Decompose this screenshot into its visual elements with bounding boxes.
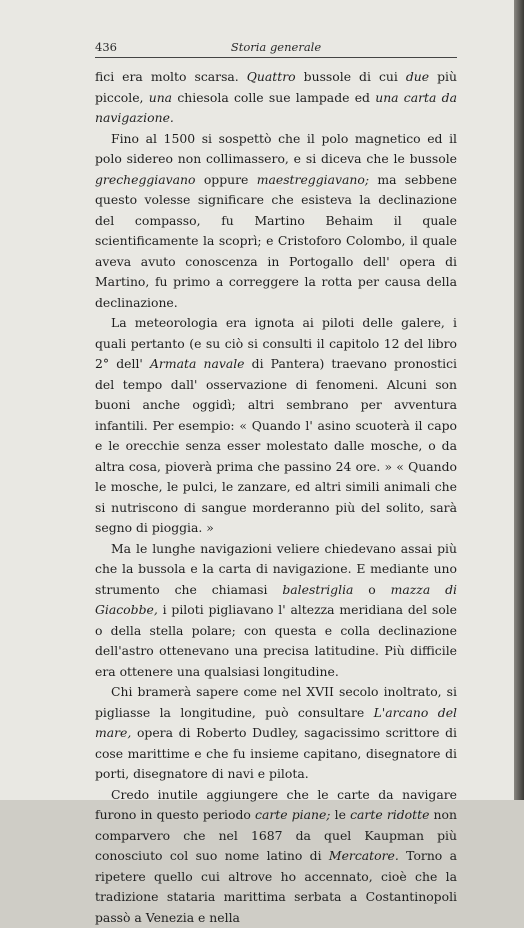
paragraph (95, 313, 457, 539)
italic-text: maestreggiavano; (257, 172, 369, 187)
text-run: opera di Roberto Dudley, sagacissimo scrittore di cose marittime e che fu insieme capitano, disegnatore di porti, disegnatore di navi e pilota. (95, 725, 457, 781)
text-run: le (331, 807, 351, 822)
paragraph (95, 67, 457, 129)
italic-text: balestriglia (282, 582, 353, 597)
text-run: o (353, 582, 390, 597)
body-text (95, 67, 457, 928)
text-run: Fino al 1500 si sospettò che il polo magnetico ed il polo sidereo non collimassero, e si diceva che le bussole (95, 131, 457, 167)
text-run: chiesola colle sue lampade ed (172, 90, 375, 105)
italic-text: L'arcano del mare, (95, 705, 457, 741)
page-number: 436 (95, 40, 117, 54)
text-run: fici era molto scarsa. (95, 69, 247, 84)
text-run: più piccole, (95, 69, 457, 105)
italic-text: carte ridotte (350, 807, 429, 822)
running-title: Storia generale (95, 40, 457, 54)
italic-text: grecheggiavano (95, 172, 195, 187)
text-run: Chi bramerà sapere come nel XVII secolo inoltrato, si pigliasse la longitudine, può consultare (95, 684, 457, 720)
paragraph (95, 682, 457, 785)
paragraph (95, 785, 457, 928)
text-run: La meteorologia era ignota ai piloti delle galere, i quali pertanto (e su ciò si consulti il capitolo 12 del libro 2° dell' (95, 315, 457, 371)
text-run: bussole di cui (296, 69, 406, 84)
text-run: Torno a ripetere quello cui altrove ho accennato, cioè che la tradizione stataria marittima serbata a Costantinopoli passò a Venezia e nella (95, 848, 457, 925)
italic-text: Mercatore. (329, 848, 399, 863)
italic-text: una carta da navigazione. (95, 90, 457, 126)
italic-text: carte piane; (255, 807, 331, 822)
header-rule (95, 57, 457, 58)
italic-text: Quattro (247, 69, 296, 84)
paragraph (95, 539, 457, 683)
text-run: Credo inutile aggiungere che le carte da navigare furono in questo periodo (95, 787, 457, 823)
text-run: oppure (195, 172, 256, 187)
text-run: ma sebbene questo volesse significare che esisteva la declinazione del compasso, fu Martino Behaim il quale scientificamente la scoprì; e Cristoforo Colombo, il quale aveva avuto conoscenza in Portogallo dell' opera di Martino, fu primo a correggere la rotta per causa della declinazione. (95, 172, 457, 310)
italic-text: Armata navale (150, 356, 245, 371)
text-run: di Pantera) traevano pronostici del tempo dall' osservazione di fenomeni. Alcuni son buoni anche oggidì; altri sembrano per avventura infantili. Per esempio: « Quando l' asino scuoterà il capo e le orecchie senza esser molestato dalle mosche, o da altra cosa, pioverà prima che passino 24 ore. » « Quando le mosche, le pulci, le zanzare, ed altri simili animali che si nutriscono di sangue morderanno più del solito, sarà segno di pioggia. » (95, 356, 457, 535)
italic-text: due (406, 69, 429, 84)
paragraph (95, 129, 457, 314)
text-run: non comparvero che nel 1687 da quel Kaupman più conosciuto col suo nome latino di (95, 807, 457, 863)
page-header (95, 40, 457, 56)
italic-text: una (149, 90, 172, 105)
text-run: i piloti pigliavano l' altezza meridiana del sole o della stella polare; con questa e colla declinazione dell'astro ottenevano una precisa latitudine. Più difficile era ottenere una qualsiasi longitudine. (95, 602, 457, 679)
text-run: Ma le lunghe navigazioni veliere chiedevano assai più che la bussola e la carta di navigazione. E mediante uno strumento che chiamasi (95, 541, 457, 597)
italic-text: mazza di Giacobbe, (95, 582, 457, 618)
book-spine-shadow (514, 0, 524, 800)
